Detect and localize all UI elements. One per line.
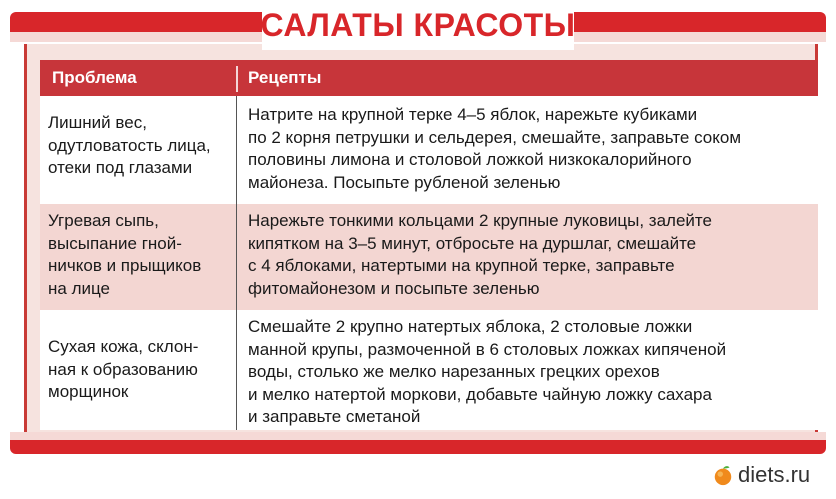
recipe-line: половины лимона и столовой ложкой низкокалорийного [248,150,692,169]
recipe-line: Нарежьте тонкими кольцами 2 крупные луковицы, залейте [248,211,712,230]
table-row [40,204,818,310]
problem-cell [48,336,228,404]
column-divider [236,96,237,204]
recipe-line: фитомайонезом и посыпьте зеленью [248,278,540,298]
recipe-line: и заправьте сметаной [248,407,421,426]
problem-line: Угревая сыпь, [48,211,159,230]
recipe-cell [248,104,808,194]
problem-cell [48,112,228,180]
recipe-line: с 4 яблоками, натертыми на крупной терке, заправьте [248,256,675,275]
problem-line: отеки под глазами [48,158,193,177]
header-recipes: Рецепты [248,68,322,87]
column-divider [236,204,237,310]
problem-line: высыпание гной- [48,233,182,253]
site-logo [712,460,810,490]
recipe-line: по 2 корня петрушки и сельдерея, смешайте, заправьте соком [248,127,742,147]
title-banner [262,0,574,50]
recipe-cell [248,316,808,429]
problem-line: ничков и прыщиков [48,256,202,275]
problem-line: ная к образованию [48,359,198,379]
recipe-line: воды, столько же мелко нарезанных грецких орехов [248,362,660,381]
table-header [40,60,818,96]
recipe-line: и мелко натертой моркови, добавьте чайную ложку сахара [248,384,712,404]
bottom-frame-bar [10,432,826,454]
problem-cell [48,210,228,300]
column-divider [236,310,237,430]
recipe-line: кипятком на 3–5 минут, отбросьте на дуршлаг, смешайте [248,233,697,253]
problem-line: Сухая кожа, склон- [48,337,199,356]
header-divider [236,66,238,92]
problem-line: одутловатость лица, [48,135,211,155]
recipe-line: Натрите на крупной терке 4–5 яблок, нарежьте кубиками [248,105,698,124]
apple-icon [712,464,734,486]
recipe-line: манной крупы, размоченной в 6 столовых ложках кипяченой [248,339,727,359]
table-row [40,310,818,430]
problem-line: на лице [48,278,110,298]
recipe-cell [248,210,808,300]
logo-text: diets.ru [738,462,811,487]
problem-line: Лишний вес, [48,113,147,132]
header-problem: Проблема [52,68,137,87]
problem-line: морщинок [48,382,129,401]
recipe-line: майонеза. Посыпьте рубленой зеленью [248,172,561,192]
table-row [40,96,818,204]
page-title: САЛАТЫ КРАСОТЫ [260,6,576,43]
recipe-line: Смешайте 2 крупно натертых яблока, 2 столовые ложки [248,317,693,336]
